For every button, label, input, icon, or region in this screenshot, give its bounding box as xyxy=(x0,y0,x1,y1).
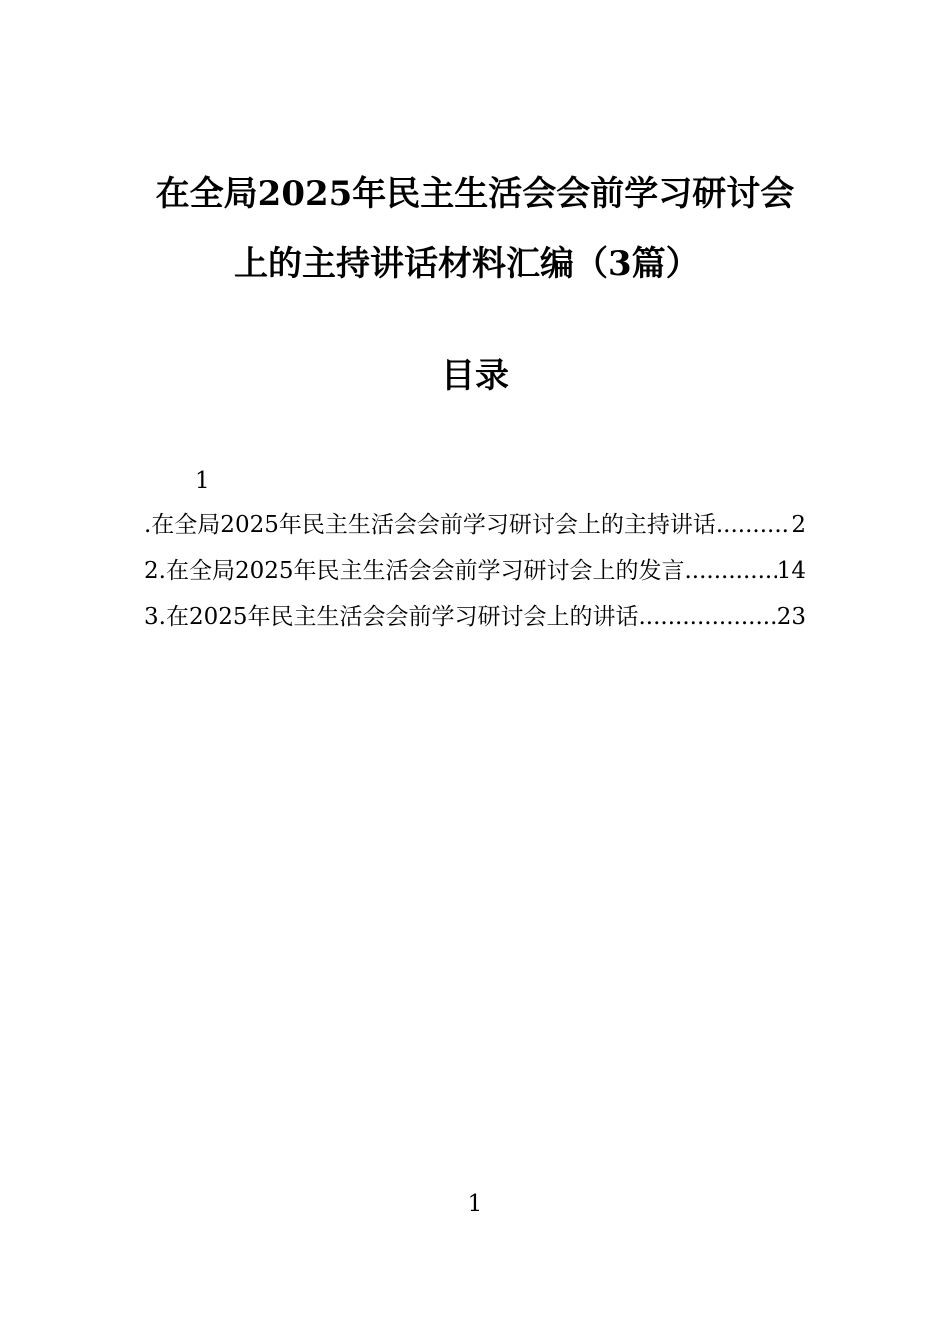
document-title-line-2: 上的主持讲话材料汇编（3篇） xyxy=(234,244,700,284)
toc-entry-text: 3.在2025年民主生活会会前学习研讨会上的讲话 xyxy=(144,604,639,630)
document-title-line-1: 在全局2025年民主生活会会前学习研讨会 xyxy=(155,174,795,214)
toc-dot-leader xyxy=(684,556,776,586)
toc-entry[interactable] xyxy=(144,556,806,586)
toc-entry-page: 23 xyxy=(776,604,806,630)
toc-entry[interactable] xyxy=(144,602,806,632)
toc-entry-page: 2 xyxy=(791,512,806,538)
toc-heading: 目录 xyxy=(441,356,509,396)
toc-entry-1-number: 1 xyxy=(195,468,210,494)
toc-dot-leader xyxy=(638,602,776,632)
toc-entry-text: .在全局2025年民主生活会会前学习研讨会上的主持讲话 xyxy=(144,512,716,538)
toc-dot-leader xyxy=(716,510,792,540)
page-number: 1 xyxy=(467,1191,483,1217)
toc-entry-text: 2.在全局2025年民主生活会会前学习研讨会上的发言 xyxy=(144,558,685,584)
toc-entry[interactable] xyxy=(144,510,806,540)
toc-entry-page: 14 xyxy=(776,558,806,584)
